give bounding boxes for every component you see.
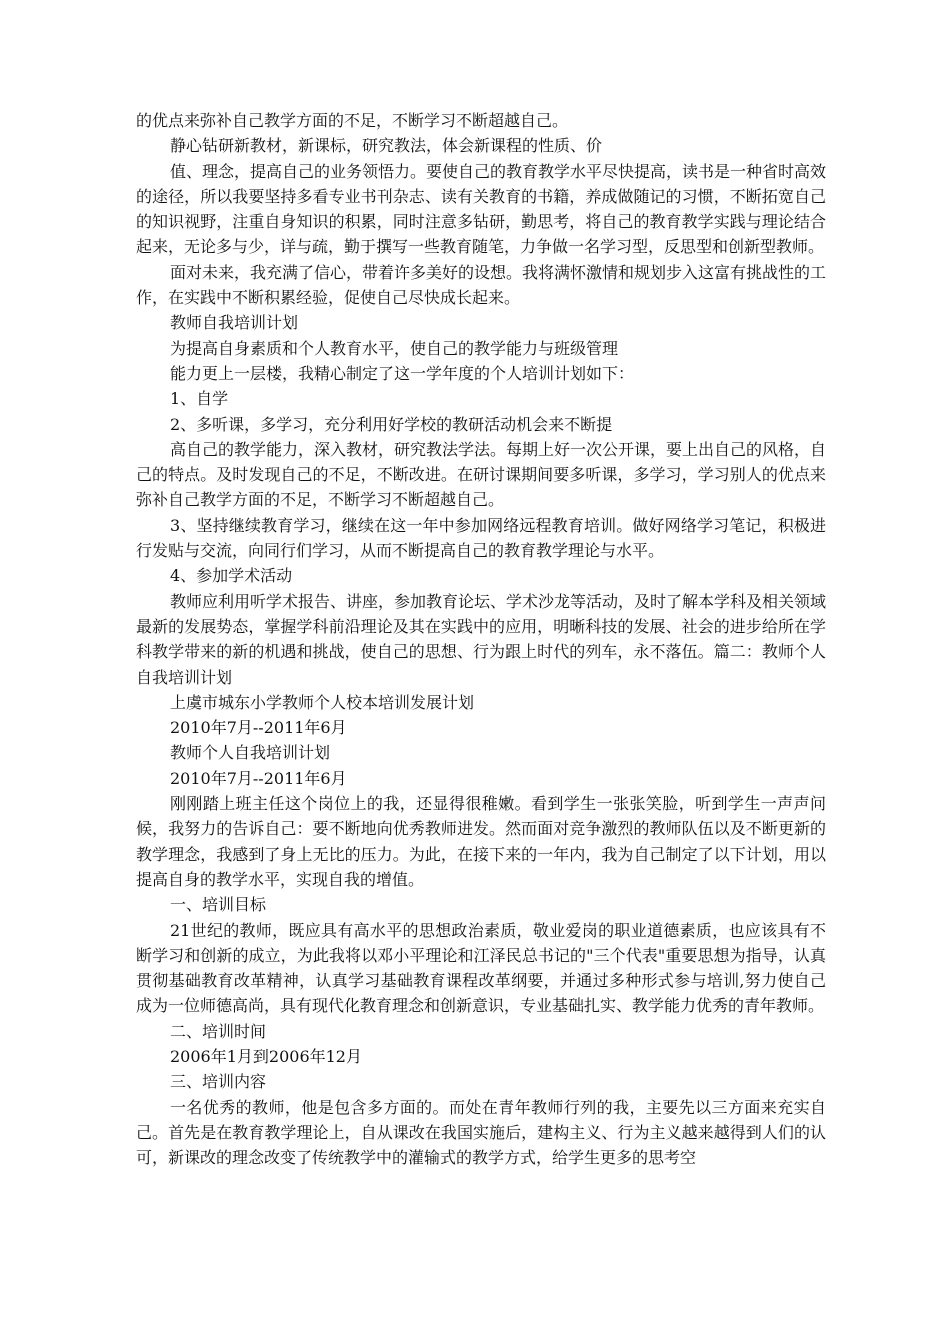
paragraph: 2、多听课，多学习，充分利用好学校的教研活动机会来不断提 [170,414,613,434]
paragraph: 21世纪的教师，既应具有高水平的思想政治素质，敬业爱岗的职业道德素质，也应该具有不断学习和创新的成立，为此我将以邓小平理论和江泽民总书记的"三个代表"重要思想为指导，认真贯彻基础教育改革精神，认真学习基础教育课程改革纲要，并通过多种形式参与培训,努力使自己成为一位师德高尚，具有现代化教育理念和创新意识，专业基础扎实、教学能力优秀的青年教师。 [136,920,826,1016]
paragraph: 2006年1月到2006年12月 [170,1046,362,1066]
paragraph: 面对未来，我充满了信心，带着许多美好的设想。我将满怀激情和规划步入这富有挑战性的工作，在实践中不断积累经验，促使自己尽快成长起来。 [136,262,827,308]
paragraph: 2010年7月--2011年6月 [170,768,347,788]
paragraph: 高自己的教学能力，深入教材，研究教法学法。每期上好一次公开课，要上出自己的风格，自己的特点。及时发现自己的不足，不断改进。在研讨课期间要多听课，多学习，学习别人的优点来弥补自己教学方面的不足，不断学习不断超越自己。 [136,439,827,510]
paragraph: 刚刚踏上班主任这个岗位上的我，还显得很稚嫩。看到学生一张张笑脸，听到学生一声声问候，我努力的告诉自己：要不断地向优秀教师进发。然而面对竞争激烈的教师队伍以及不断更新的教学理念，我感到了身上无比的压力。为此，在接下来的一年内，我为自己制定了以下计划，用以提高自身的教学水平，实现自我的增值。 [136,794,826,889]
paragraph: 一名优秀的教师，他是包含多方面的。而处在青年教师行列的我，主要先以三方面来充实自己。首先是在教育教学理论上，自从课改在我国实施后，建构主义、行为主义越来越得到人们的认可，新课改的理念改变了传统教学中的灌输式的教学方式，给学生更多的思考空 [136,1097,826,1168]
paragraph: 4、参加学术活动 [170,566,293,586]
paragraph: 静心钻研新教材，新课标，研究教法，体会新课程的性质、价 [170,136,603,156]
paragraph: 一、培训目标 [170,895,267,915]
paragraph: 的优点来弥补自己教学方面的不足，不断学习不断超越自己。 [136,111,569,130]
paragraph: 教师个人自我培训计划 [170,743,331,763]
paragraph: 1、自学 [170,389,229,409]
paragraph: 上虞市城东小学教师个人校本培训发展计划 [170,692,475,712]
document-body [136,108,826,1170]
paragraph: 3、坚持继续教育学习，继续在这一年中参加网络远程教育培训。做好网络学习笔记，积极进行发贴与交流，向同行们学习，从而不断提高自己的教育教学理论与水平。 [136,515,826,561]
paragraph: 2010年7月--2011年6月 [170,718,347,738]
paragraph: 为提高自身素质和个人教育水平，使自己的教学能力与班级管理 [170,338,619,358]
paragraph: 三、培训内容 [170,1072,267,1092]
paragraph: 教师应利用听学术报告、讲座，参加教育论坛、学术沙龙等活动，及时了解本学科及相关领域最新的发展势态，掌握学科前沿理论及其在实践中的应用，明晰科技的发展、社会的进步给所在学科教学带来的新的机遇和挑战，使自己的思想、行为跟上时代的列车，永不落伍。篇二：教师个人自我培训计划 [136,591,827,687]
paragraph: 教师自我培训计划 [170,313,299,333]
paragraph: 值、理念，提高自己的业务领悟力。要使自己的教育教学水平尽快提高，读书是一种省时高效的途径，所以我要坚持多看专业书刊杂志、读有关教育的书籍，养成做随记的习惯，不断拓宽自己的知识视野，注重自身知识的积累，同时注意多钻研，勤思考，将自己的教育教学实践与理论结合起来，无论多与少，详与疏，勤于撰写一些教育随笔，力争做一名学习型，反思型和创新型教师。 [136,161,827,257]
paragraph: 能力更上一层楼，我精心制定了这一学年度的个人培训计划如下： [170,363,635,383]
paragraph: 二、培训时间 [170,1021,267,1041]
